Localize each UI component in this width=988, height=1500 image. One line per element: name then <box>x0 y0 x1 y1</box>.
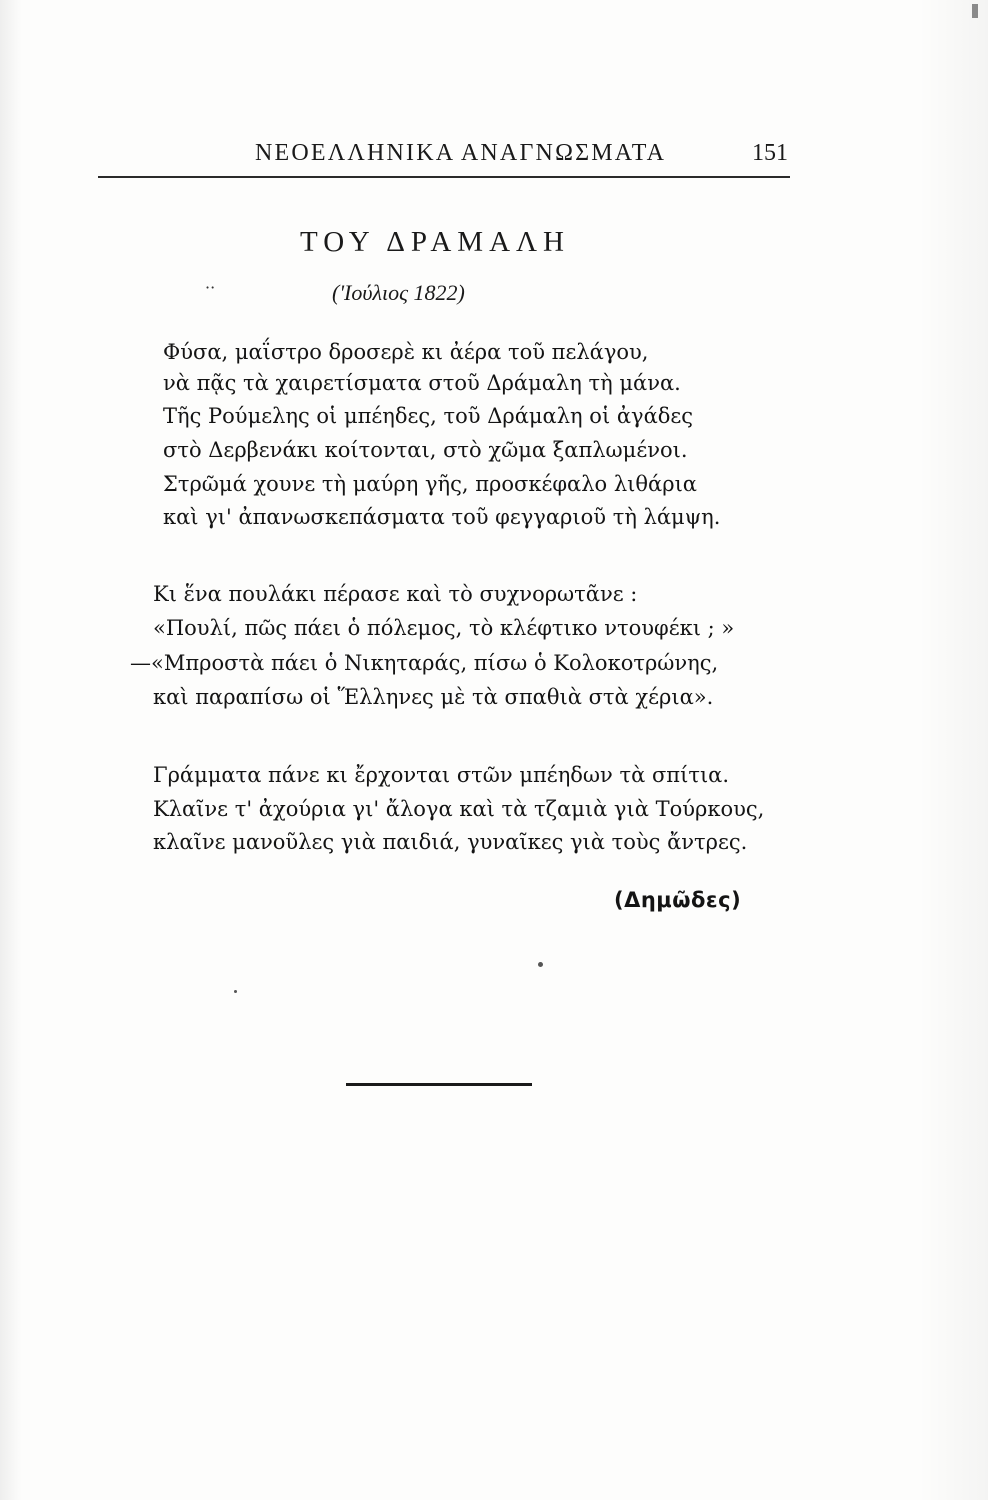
poem-line: «Πουλί, πῶς πάει ὁ πόλεμος, τὸ κλέφτικο ντουφέκι ; » <box>153 616 735 640</box>
poem-line: κλαῖνε μανοῦλες γιὰ παιδιά, γυναῖκες γιὰ τοὺς ἄντρες. <box>153 830 748 854</box>
end-rule <box>346 1083 532 1086</box>
poem-attribution: (Δημῶδες) <box>614 888 742 912</box>
stray-print-mark: ·· <box>205 278 216 297</box>
poem-line: Γράμματα πάνε κι ἔρχονται στῶν μπέηδων τὰ σπίτια. <box>153 763 730 787</box>
scan-corner-mark <box>972 4 978 18</box>
poem-line: νὰ πᾷς τὰ χαιρετίσματα στοῦ Δράμαλη τὴ μάνα. <box>163 371 681 395</box>
poem-date: ('Ιούλιος 1822) <box>332 280 465 305</box>
poem-line: στὸ Δερβενάκι κοίτονται, στὸ χῶμα ξαπλωμένοι. <box>163 438 688 462</box>
poem-line: Κι ἕνα πουλάκι πέρασε καὶ τὸ συχνορωτᾶνε : <box>153 582 638 606</box>
poem-line: Φύσα, μαΐστρο δροσερὲ κι ἀέρα τοῦ πελάγου, <box>163 340 649 364</box>
poem-title: ΤΟΥ ΔΡΑΜΑΛΗ <box>300 226 570 258</box>
ink-speck <box>538 962 543 967</box>
page-number: 151 <box>752 140 788 166</box>
poem-line: Στρῶμά χουνε τὴ μαύρη γῆς, προσκέφαλο λιθάρια <box>163 472 697 496</box>
ink-speck <box>234 990 237 993</box>
poem-line: —«Μπροστὰ πάει ὁ Νικηταράς, πίσω ὁ Κολοκοτρώνης, <box>130 651 719 675</box>
poem-line: Κλαῖνε τ' ἀχούρια γι' ἄλογα καὶ τὰ τζαμιὰ γιὰ Τούρκους, <box>153 797 765 821</box>
page-left-edge-shadow <box>0 0 22 1500</box>
poem-line: καὶ παραπίσω οἱ Ἕλληνες μὲ τὰ σπαθιὰ στὰ χέρια». <box>153 685 714 709</box>
running-title: ΝΕΟΕΛΛΗΝΙΚΑ ΑΝΑΓΝΩΣΜΑΤΑ <box>255 140 667 166</box>
header-rule <box>98 176 790 178</box>
poem-line: καὶ γι' ἀπανωσκεπάσματα τοῦ φεγγαριοῦ τὴ λάμψη. <box>163 505 721 529</box>
poem-line: Τῆς Ρούμελης οἱ μπέηδες, τοῦ Δράμαλη οἱ ἀγάδες <box>163 404 694 428</box>
page-right-edge-shadow <box>918 0 988 1500</box>
